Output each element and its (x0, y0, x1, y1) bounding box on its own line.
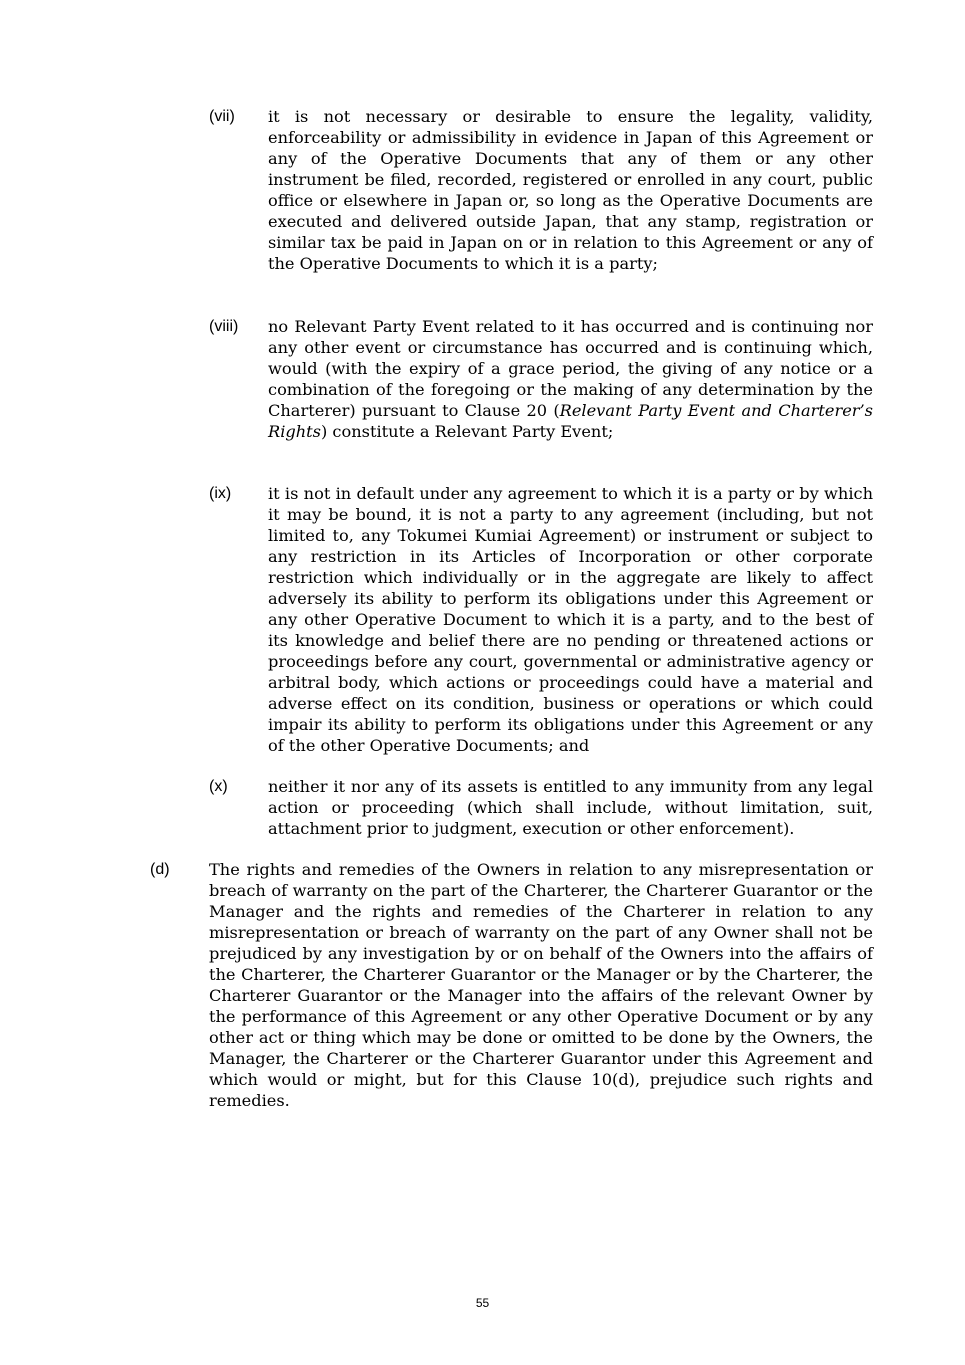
page-number: 55 (475, 1296, 490, 1310)
clause-viii-text (268, 316, 873, 442)
clause-vii-label: (vii) (209, 108, 235, 125)
clause-d-text: The rights and remedies of the Owners in relation to any misrepresentation or breach of warranty on the part of the Charterer, the Charterer Guarantor or the Manager and the rights and remedies of the Charterer in relation to any misrepresentation or breach of warranty on the part of any Owner shall not be prejudiced by any investigation by or on behalf of the Owners into the affairs of the Charterer, the Charterer Guarantor or the Manager or by the Charterer, the Charterer Guarantor or the Manager into the affairs of the relevant Owner by the performance of this Agreement or any other Operative Document or by any other act or thing which may be done or omitted to be done by the Owners, the Manager, the Charterer or the Charterer Guarantor under this Agreement and which would or might, but for this Clause 10(d), prejudice such rights and remedies. (209, 860, 873, 1110)
clause-ix-text: it is not in default under any agreement to which it is a party or by which it may be bound, it is not a party to any agreement (including, but not limited to, any Tokumei Kumiai Agreement) or instrument or subject to any restriction in its Articles of Incorporation or other corporate restriction which individually or in the aggregate are likely to affect adversely its ability to perform its obligations under this Agreement or any other Operative Document to which it is a party, and to the best of its knowledge and belief there are no pending or threatened actions or proceedings before any court, governmental or administrative agency or arbitral body, which actions or proceedings could have a material and adverse effect on its condition, business or operations or which could impair its ability to perform its obligations under this Agreement or any of the other Operative Documents; and (268, 484, 873, 755)
clause-d-label: (d) (150, 861, 170, 878)
clause-viii-text-end: ) constitute a Relevant Party Event; (320, 422, 614, 441)
clause-viii-cross-reference: Relevant Party Event and Charterer’s Rights (268, 401, 873, 441)
clause-x-label: (x) (209, 778, 228, 795)
clause-viii-text-start: no Relevant Party Event related to it has occurred and is continuing nor any other event or circumstance has occurred and is continuing which, would (with the expiry of a grace period, the giving of any notice or a combination of the foregoing or the making of any determination by the Charterer) pursuant to Clause 20 ( (268, 317, 873, 420)
clause-viii-label: (viii) (209, 318, 239, 335)
clause-ix-label: (ix) (209, 485, 232, 502)
clause-vii-text: it is not necessary or desirable to ensure the legality, validity, enforceability or admissibility in evidence in Japan of this Agreement or any of the Operative Documents that any of them or any other instrument be filed, recorded, registered or enrolled in any court, public office or elsewhere in Japan or, so long as the Operative Documents are executed and delivered outside Japan, that any stamp, registration or similar tax be paid in Japan on or in relation to this Agreement or any of the Operative Documents to which it is a party; (268, 107, 873, 273)
clause-x-text: neither it nor any of its assets is entitled to any immunity from any legal action or proceeding (which shall include, without limitation, suit, attachment prior to judgment, execution or other enforcement). (268, 777, 873, 838)
